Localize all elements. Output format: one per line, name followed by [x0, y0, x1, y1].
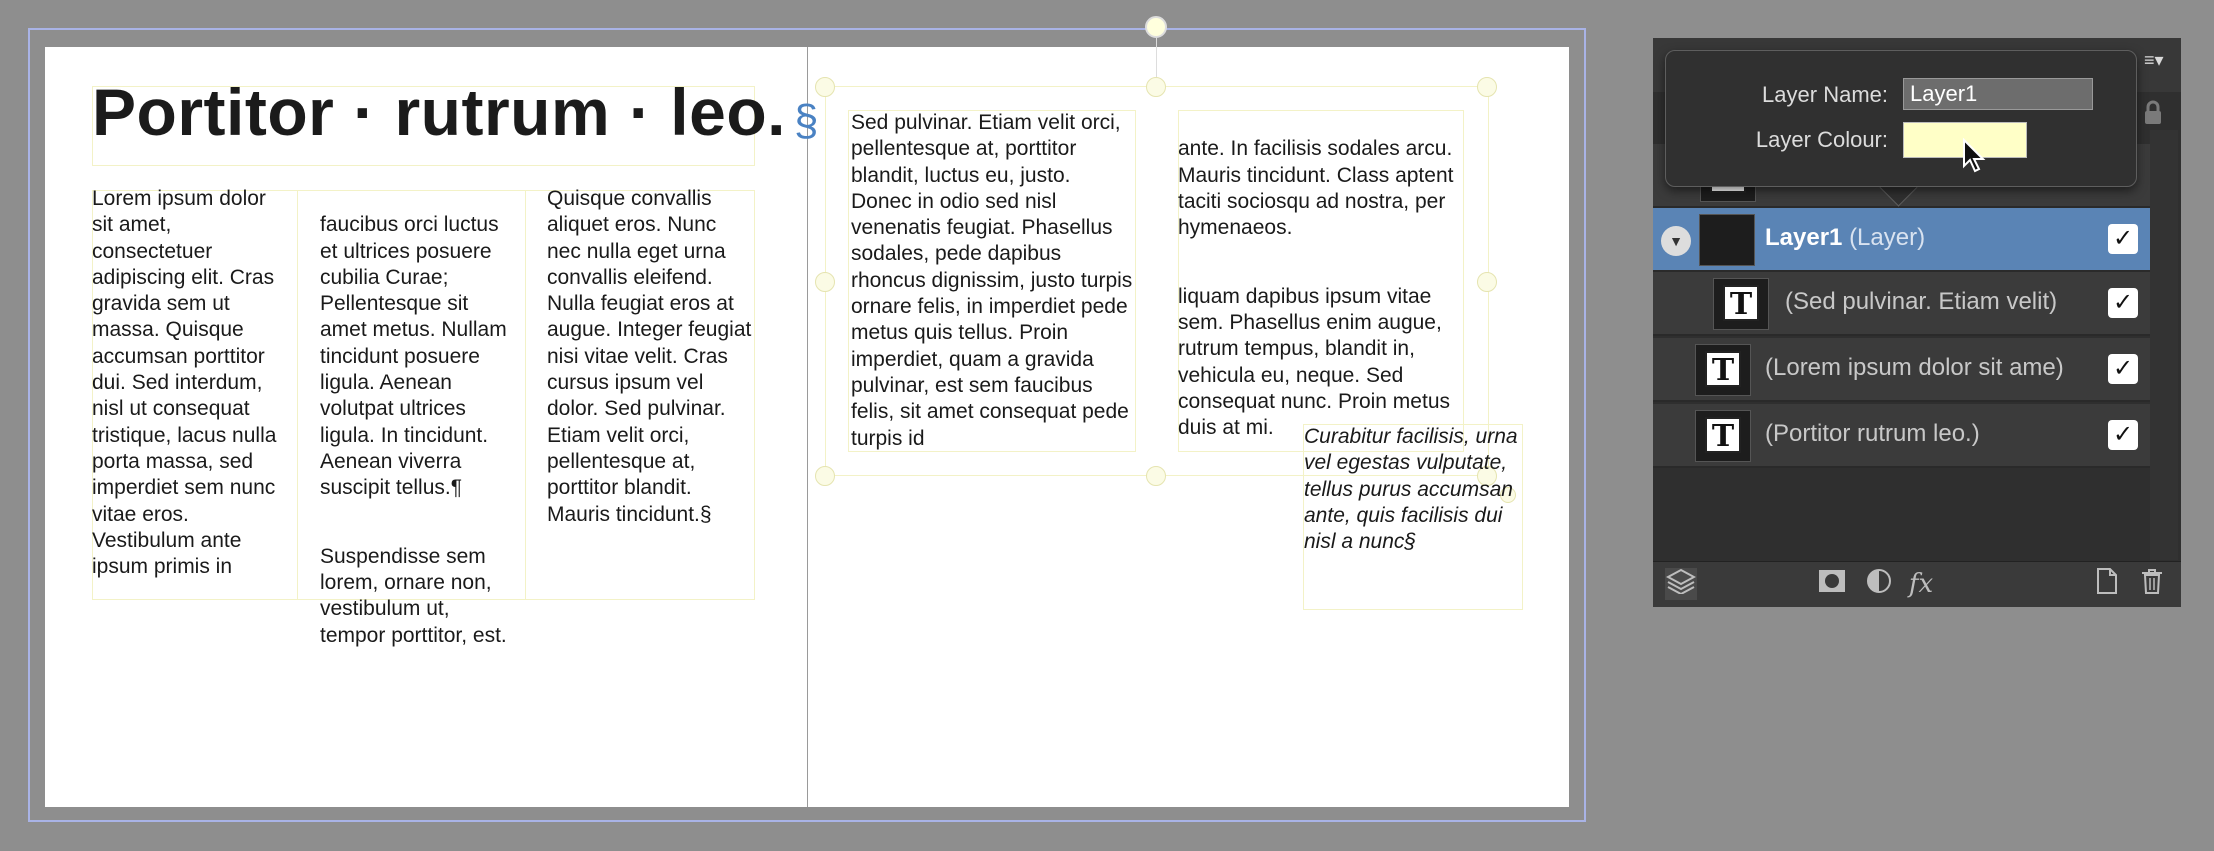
- text-column-1: Lorem ipsum dolor sit amet, consectetuer adipiscing elit. Cras gravida sem ut massa. Quisque accumsan porttitor dui. Sed interdum, nisl ut consequat tristique, lacus nulla porta massa, sed imperdiet sem nunc vitae eros. Vestibulum ante ipsum primis in: [92, 187, 277, 579]
- new-document-icon[interactable]: [2091, 568, 2123, 600]
- layer-name: (Sed pulvinar. Etiam velit): [1785, 288, 2058, 315]
- paragraph: Suspendisse sem lorem, ornare non, vestibulum ut, tempor porttitor, est.: [320, 544, 507, 647]
- layer-name-text: Layer1: [1765, 224, 1843, 251]
- visibility-checkbox[interactable]: ✓: [2108, 288, 2138, 318]
- page-spine: [807, 47, 808, 807]
- section-mark: §: [793, 96, 819, 145]
- layers-scrollbar[interactable]: [2150, 130, 2178, 560]
- paragraph: ante. In facilisis sodales arcu. Mauris tincidunt. Class aptent taciti sociosqu ad nostra, per hymenaeos.: [1178, 137, 1454, 240]
- layer-name: (Portitor rutrum leo.): [1765, 420, 1980, 447]
- text-column-4: Sed pulvinar. Etiam velit orci, pellentesque at, porttitor blandit, luctus eu, justo. Donec in odio sed nisl venenatis feugiat. Phasellus sodales, pede dapibus rhoncus dignissim, justo turpis ornare felis, in imperdiet pede metus quis tellus. Proin imperdiet, quam a gravida pulvinar, est sem faucibus felis, sit amet consequat pede turpis id: [851, 111, 1133, 450]
- layer-name: (Lorem ipsum dolor sit ame): [1765, 354, 2064, 381]
- resize-handle[interactable]: [1477, 272, 1497, 292]
- resize-handle[interactable]: [815, 272, 835, 292]
- column-guide: [525, 190, 526, 600]
- text-layer-thumbnail: [1695, 344, 1751, 396]
- title-text: Portitor · rutrum · leo.: [92, 75, 786, 149]
- visibility-checkbox[interactable]: ✓: [2108, 420, 2138, 450]
- text-column-3: Quisque convallis aliquet eros. Nunc nec nulla eget urna convallis eleifend. Nulla feugiat eros at augue. Integer feugiat nisi vitae velit. Cras cursus ipsum vel dolor. Sed pulvinar. Etiam velit orci, pellentesque at, porttitor blandit. Mauris tincidunt.§: [547, 187, 752, 526]
- layer-row-text[interactable]: [1653, 338, 2150, 402]
- mask-icon[interactable]: [1816, 568, 1848, 600]
- resize-handle[interactable]: [1477, 77, 1497, 97]
- layer-row-text[interactable]: [1653, 272, 2150, 336]
- visibility-checkbox[interactable]: ✓: [2108, 224, 2138, 254]
- layer-name-input[interactable]: [1903, 78, 2093, 110]
- layer-type: (Layer): [1849, 224, 1926, 251]
- italic-text-column: Curabitur facilisis, urna vel egestas vulputate, tellus purus accumsan ante, quis facilisis dui nisl a nunc§: [1304, 425, 1518, 554]
- mouse-cursor-icon: [1962, 138, 1986, 174]
- fx-icon[interactable]: fx: [1908, 569, 1934, 599]
- paragraph: liquam dapibus ipsum vitae sem. Phasellus enim augue, rutrum tempus, blandit in, vehicula eu, neque. Sed consequat nunc. Proin metus duis at mi.: [1178, 284, 1450, 440]
- resize-handle[interactable]: [1146, 77, 1166, 97]
- layer-thumbnail: [1699, 214, 1755, 266]
- text-layer-thumbnail: [1713, 278, 1769, 330]
- layer-row-text[interactable]: [1653, 404, 2150, 468]
- expand-triangle-icon[interactable]: ▼: [1661, 226, 1691, 256]
- layer-name-label: Layer Name:: [1762, 82, 1888, 107]
- paragraph: faucibus orci luctus et ultrices posuere cubilia Curae; Pellentesque sit amet metus. Nullam tincidunt posuere ligula. Aenean volutpat ultrices ligula. In tincidunt. Aenean viverra suscipit tellus.¶: [320, 213, 507, 500]
- trash-icon[interactable]: [2136, 568, 2168, 600]
- menu-lines-icon[interactable]: ≡▾: [2144, 50, 2164, 70]
- resize-handle[interactable]: [815, 466, 835, 486]
- column-guide: [297, 190, 298, 600]
- layer-colour-label: Layer Colour:: [1755, 127, 1888, 152]
- layer-properties-popover: [1665, 50, 2137, 187]
- resize-handle[interactable]: [1146, 466, 1166, 486]
- page-title: [92, 74, 819, 150]
- visibility-checkbox[interactable]: ✓: [2108, 354, 2138, 384]
- layers-panel-footer: [1653, 561, 2181, 607]
- lock-icon[interactable]: [2143, 100, 2165, 126]
- layer-row-layer1[interactable]: [1653, 208, 2150, 272]
- adjustment-icon[interactable]: [1863, 568, 1895, 600]
- text-layer-thumbnail: [1695, 410, 1751, 462]
- layer-name: [1765, 224, 1925, 252]
- rotate-handle[interactable]: [1145, 16, 1167, 38]
- text-column-2: [320, 186, 520, 691]
- layers-icon[interactable]: [1665, 568, 1697, 600]
